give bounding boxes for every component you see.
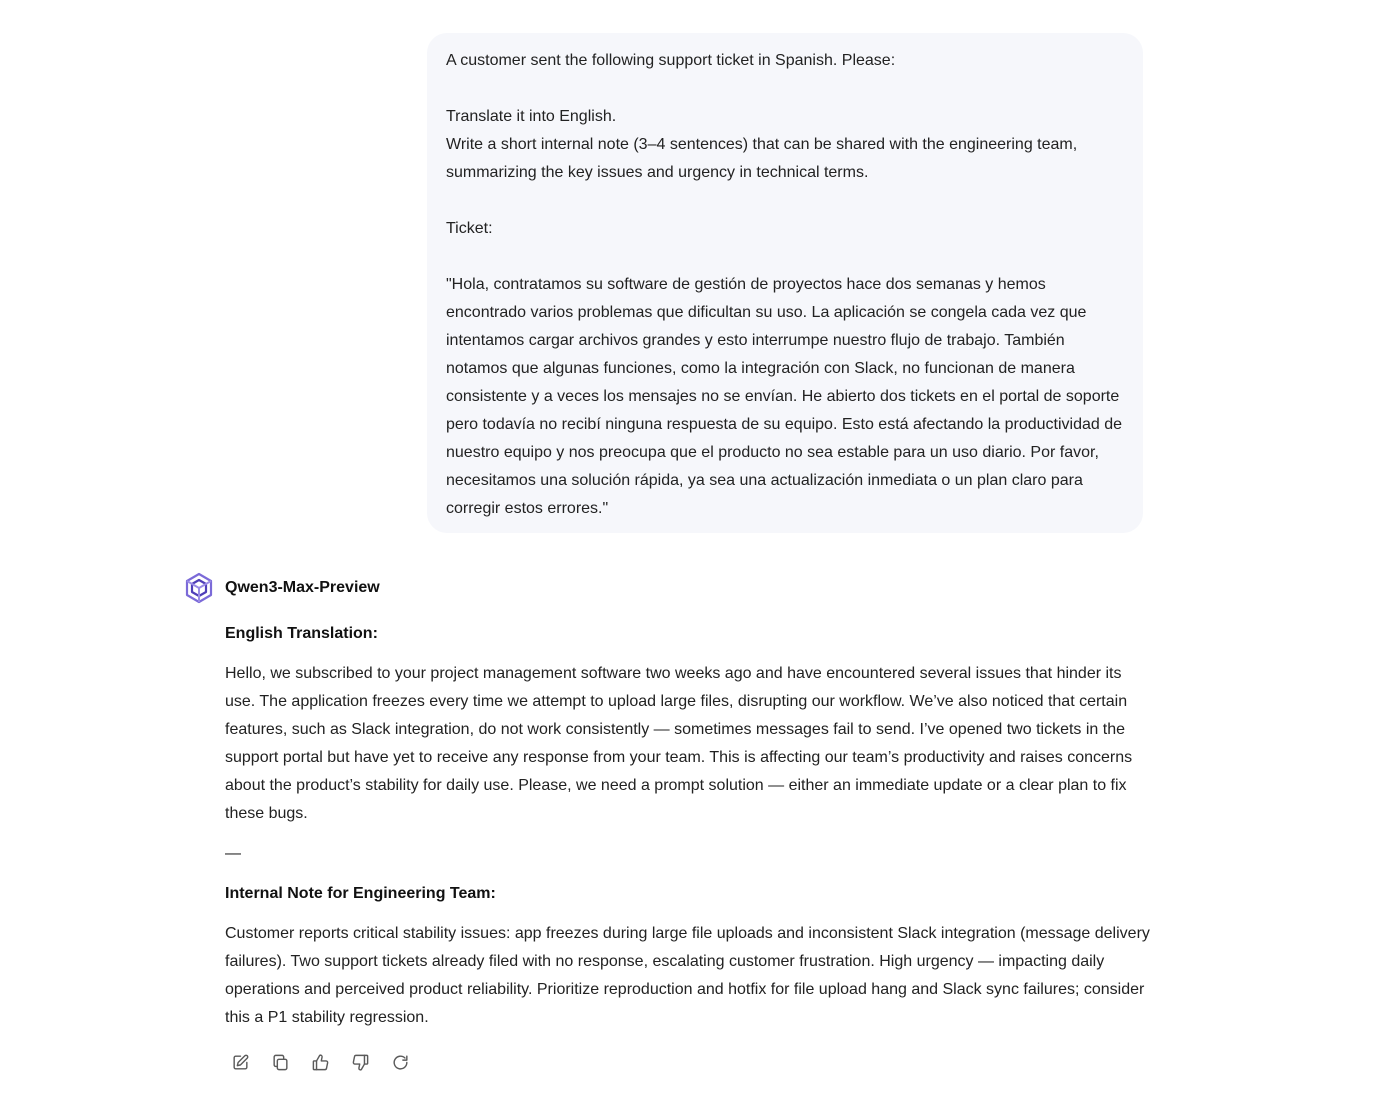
user-message-instruction-2: Write a short internal note (3–4 sentences) that can be shared with the engineering team, summarizing the key issues and urgency in technical terms. (446, 136, 1082, 181)
edit-icon[interactable] (228, 1050, 252, 1074)
assistant-response (225, 620, 1150, 1032)
translation-text: Hello, we subscribed to your project management software two weeks ago and have encountered several issues that hinder its use. The application freezes every time we attempt to upload large files, disrupting our workflow. We’ve also noticed that certain features, such as Slack integration, do not work consistently — sometimes messages fail to send. I’ve opened two tickets in the support portal but have yet to receive any response from your team. This is affecting our team’s productivity and raises concerns about the product’s stability for daily use. Please, we need a prompt solution — either an immediate update or a clear plan to fix these bugs. (225, 665, 1133, 822)
user-message-intro: A customer sent the following support ticket in Spanish. Please: (446, 52, 896, 69)
regenerate-icon[interactable] (388, 1050, 412, 1074)
message-actions (228, 1050, 412, 1074)
user-message-instruction-1: Translate it into English. (446, 108, 617, 125)
model-name: Qwen3-Max-Preview (225, 579, 380, 596)
user-message-ticket-label: Ticket: (446, 220, 493, 237)
thumbs-up-icon[interactable] (308, 1050, 332, 1074)
user-message-ticket-text: "Hola, contratamos su software de gestión de proyectos hace dos semanas y hemos encontrado varios problemas que dificultan su uso. La aplicación se congela cada vez que intentamos cargar archivos grandes y esto interrumpe nuestro flujo de trabajo. También notamos que algunas funciones, como la integración con Slack, no funcionan de manera consistente y a veces los mensajes no se envían. He abierto dos tickets en el portal de soporte pero todavía no recibí ninguna respuesta de su equipo. Esto está afectando la productividad de nuestro equipo y nos preocupa que el producto no sea estable para un uso diario. Por favor, necesitamos una solución rápida, ya sea una actualización inmediata o un plan claro para corregir estos errores." (446, 276, 1127, 517)
note-text: Customer reports critical stability issues: app freezes during large file uploads and inconsistent Slack integration (message delivery failures). Two support tickets already filed with no response, escalating customer frustration. High urgency — impacting daily operations and perceived product reliability. Prioritize reproduction and hotfix for file upload hang and Slack sync failures; consider this a P1 stability regression. (225, 925, 1150, 1026)
thumbs-down-icon[interactable] (348, 1050, 372, 1074)
user-message-bubble (427, 33, 1143, 533)
copy-icon[interactable] (268, 1050, 292, 1074)
assistant-header (182, 571, 380, 605)
qwen-logo-icon (182, 571, 216, 605)
translation-heading: English Translation: (225, 625, 378, 642)
note-heading: Internal Note for Engineering Team: (225, 885, 496, 902)
section-separator: — (225, 845, 241, 862)
